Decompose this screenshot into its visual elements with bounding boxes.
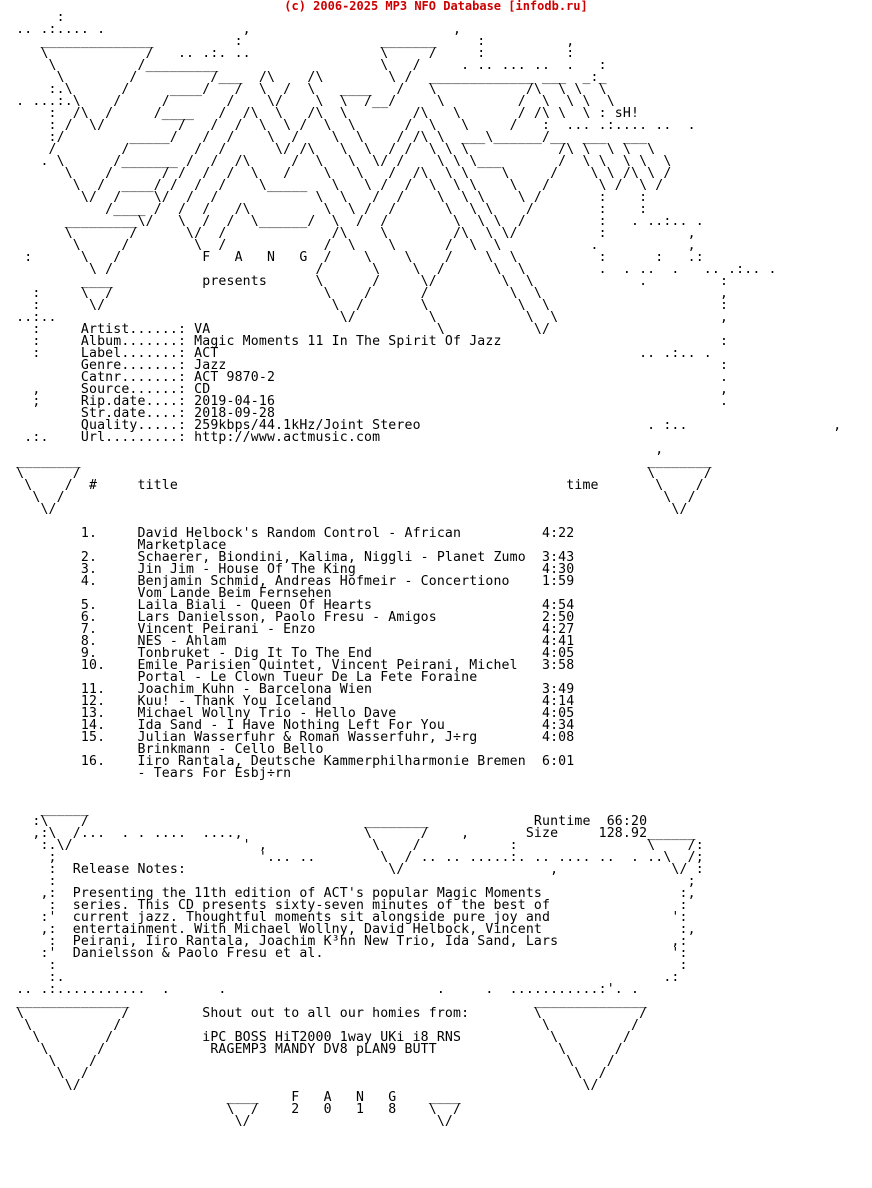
nfo-text: : .. .:.... . , , ______________ : _______ : , \ / .. .:. .. \ / : : \ /_________ \ / . .. ... .. . : \ / /___ /\ /\ \ / _____________ ___ _:_ :.\ / ____/ / \ / \ ____ / \ /\ \ \ \ . ...:.\ / / / \/ \ \ /__/ \ / \ \ \ \ : /\ / /____ / /\ \ /\ \ /\ \ / /\ \ \ : sH! : / \/ / / / \ \ / \ \ / \ \ / : ... .:.... .. . :/ _____/ / / \ / \ \ / /\ \ ___\______/__ ___ ___ / / / / \/ /\ \ \ / / \ \ \ /\ \ \ \ \ . \ /_______ / / /\ / \ \ \/ / \ \ \___ / \ \ \ \ \ \ / / / / / \ / \ \ / /\ \ \ \ / \ \ /\ \ / \ / ____/ / / / \_____ \ \ / / \ \ \ \ / \ / \ / \/ / \/ / / \ \ / / \ \ \ \ / : : /____ / / / /\ \ \ / / \ \ \ / : : _________\/ \ / / \______/ \ / / \ \ \ / : . ..:.. . \ / \/ / /\ \ /\ \ \/ : , \ / \ / / \ \ / \ \ . , : \ / F A N G / \ \ / \ \ : : .: \ / / \ \ / \ \ . . .. . .. .:.. . ____ presents \ / \/ \ \ . : : \ / \ / / \ \ , : \/ \ / \ \ \ : ..:.. \/ \ \ \ , : Artist......: VA \ \/ : Album.......: Magic Moments 11 In The Spirit Of Jazz : : Label.......: ACT .. .:.. . Genre.......: Jazz : Catnr.......: ACT 9870-2 . , Source......: CD , ; Rip.date....: 2019-04-16 . Str.date....: 2018-09-28 Quality.....: 259kbps/44.1kHz/Joint Stereo . :.. , .:. Url.........: http://www.actmusic.com , ________ ________ \ / \ / \ / # title time \ / \ / \ / \/ \/ 1. David Helbock's Random Control - African 4:22 Marketplace 2. Schaerer, Biondini, Kalima, Niggli - Planet Zumo 3:43 3. Jin Jim - House Of The King 4:30 4. Benjamin Schmid, Andreas Hofmeir - Concertiono 1:59 Vom Lande Beim Fernsehen 5. Laila Biali - Queen Of Hearts 4:54 6. Lars Danielsson, Paolo Fresu - Amigos 2:50 7. Vincent Peirani - Enzo 4:27 8. NES - Ahlam 4:41 9. Tonbruket - Dig It To The End 4:05 10. Emile Parisien Quintet, Vincent Peirani, Michel 3:58 Portal - Le Clown Tueur De La Fete Foraine 11. Joachim Kuhn - Barcelona Wien 3:49 12. Kuu! - Thank You Iceland 4:14 13. Michael Wollny Trio - Hello Dave 4:05 14. Ida Sand - I Have Nothing Left For You 4:34 15. Julian Wasserfuhr & Roman Wasserfuhr, J÷rg 4:08 Brinkmann - Cello Bello 16. Iiro Rantala, Deutsche Kammerphilharmonie Bremen 6:01 - Tears For Esbj÷rn ______ :\ / ________ Runtime 66:20 ,:\ /... . . .... ...., \ / , Size 128.92______ :.\/ ' , \ / : \ /: ; '... .. \ / .. .. .....:. .. .... .. . ..\ /; : Release Notes: \/ , \/ : : ; ,: Presenting the 11th edition of ACT's popular Magic Moments :, : series. This CD presents sixty-seven minutes of the best of : :' current jazz. Thoughtful moments sit alongside pure joy and ': ,: entertainment. With Michael Wollny, David Helbock, Vincent :, : Peirani, Iiro Rantala, Joachim K³hn New Trio, Ida Sand, Lars ,: :' Danielsson & Paolo Fresu et al. ': : : :. .: .. .:........... . . . . ...........:'. . ______________ ______________ \ / Shout out to all our homies from: \ / \ / \ / \ / iPC BOSS HiT2000 1way UKi i8 RNS \ / \ / RAGEMP3 MANDY DV8 pLAN9 BUTT \ / \ / \ / \ / \ / \/ \/ ____ F A N G ____ \ / 2 0 1 8 \ / \/ \/	[16, 10, 842, 1129]
site-header: (c) 2006-2025 MP3 NFO Database [infodb.ru]	[284, 0, 588, 13]
